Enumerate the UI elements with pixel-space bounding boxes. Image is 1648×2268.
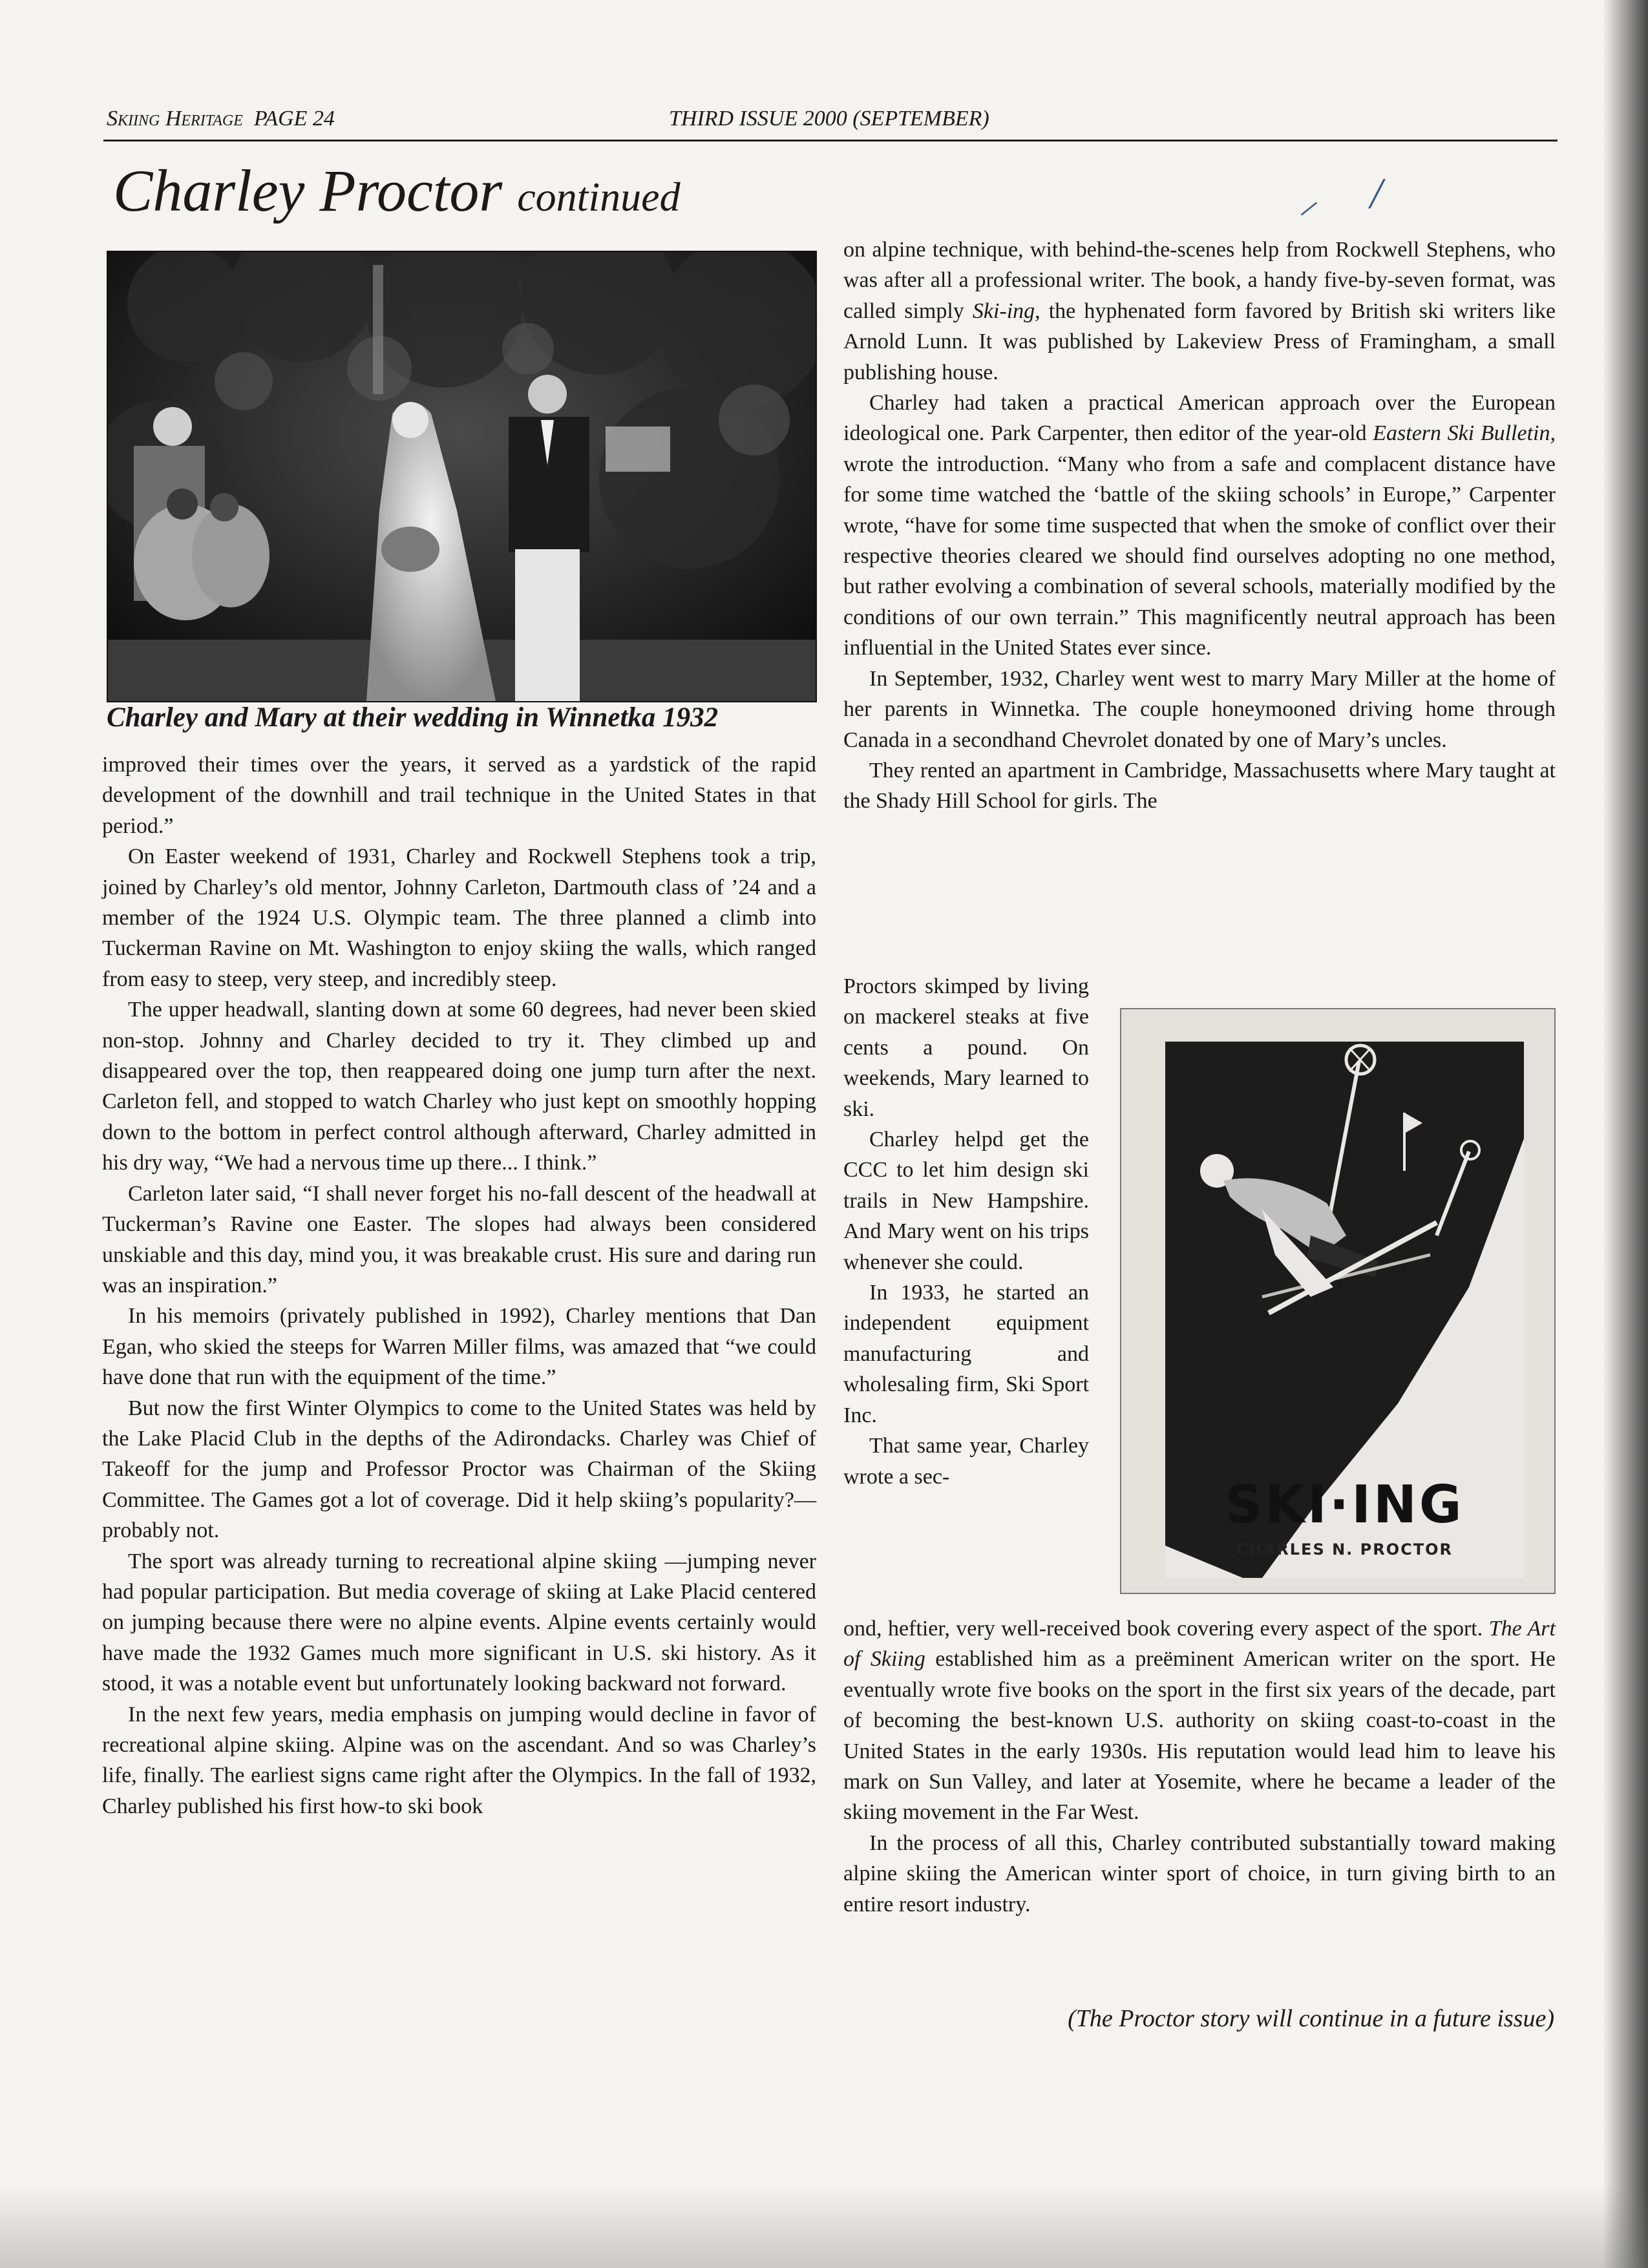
text-run: , the hyphenated form favored by British ski writers like Arnold Lunn. It was published by Lakeview Press of Framingham, a small publishing house. bbox=[843, 299, 1556, 384]
wedding-photo-image bbox=[108, 252, 816, 701]
paragraph: improved their times over the years, it served as a yardstick of the rapid development of the downhill and trail technique in the United States in that period.” bbox=[102, 753, 816, 838]
pen-mark: ⸝ bbox=[1299, 181, 1317, 221]
paragraph: In the process of all this, Charley contributed substantially toward making alpine skiing the American winter sport of choice, in turn giving birth to an entire resort industry. bbox=[843, 1831, 1556, 1916]
paragraph: That same year, Charley wrote a sec- bbox=[843, 1434, 1089, 1489]
wedding-photo bbox=[107, 251, 817, 702]
paragraph: But now the first Winter Olympics to come to the United States was held by the Lake Placid Club in the depths of the Adirondacks. Charley was Chief of Takeoff for the jump and Professor Proctor was Chairman of the Skiing Committee. The Games got a lot of coverage. Did it help skiing’s popularity?—probably not. bbox=[102, 1396, 816, 1543]
page-title bbox=[113, 155, 681, 233]
left-column bbox=[102, 750, 816, 2042]
paragraph bbox=[843, 388, 1556, 664]
running-header bbox=[107, 107, 1554, 140]
continuation-note: (The Proctor story will continue in a future issue) bbox=[1068, 2005, 1554, 2032]
publication-name: Skiing Heritage bbox=[107, 107, 243, 131]
right-column-narrow bbox=[843, 971, 1089, 1617]
right-column-bottom bbox=[843, 1613, 1556, 2033]
pen-mark: / bbox=[1370, 169, 1382, 218]
page-bottom-shadow bbox=[0, 2184, 1648, 2268]
header-publication bbox=[107, 107, 335, 131]
book-cover-title: SKI·ING bbox=[1225, 1475, 1464, 1535]
text-run: ond, heftier, very well-received book covering every aspect of the sport. bbox=[843, 1617, 1489, 1641]
text-run: established him as a preëminent American writer on the sport. He eventually wrote five books on the sport in the first six years of the decade, part of becoming the best-known U.S. authority on skiing coast-to-coast in the United States in the early 1930s. His reputation would lead him to leave his mark on Sun Valley, and later at Yosemite, where he became a leader of the skiing movement in the Far West. bbox=[843, 1647, 1556, 1825]
paragraph: Charley helpd get the CCC to let him design ski trails in New Hampshire. And Mary went on his trips whenever she could. bbox=[843, 1128, 1089, 1274]
book-cover-author: CHARLES N. PROCTOR bbox=[1236, 1540, 1453, 1559]
right-column-top bbox=[843, 235, 1556, 984]
paragraph: In the next few years, media emphasis on jumping would decline in favor of recreational alpine skiing. Alpine was on the ascendant. And so was Charley’s life, finally. The earliest signs came right after the Olympics. In the fall of 1932, Charley published his first how-to ski book bbox=[102, 1702, 816, 1818]
page-number: PAGE 24 bbox=[253, 107, 335, 131]
paragraph: Proctors skimped by living on mackerel steaks at five cents a pound. On weekends, Mary learned to ski. bbox=[843, 974, 1089, 1121]
paragraph: The upper headwall, slanting down at some 60 degrees, had never been skied non-stop. Johnny and Charley decided to try it. They climbed up and disappeared over the top, then reappeared doing one jump turn after the next. Carleton fell, and stopped to watch Charley who just kept on smoothly hopping down to the bottom in perfect control although afterward, Charley admitted in his dry way, “We had a nervous time up there... I think.” bbox=[102, 998, 816, 1175]
text-run: on alpine technique, with behind-the-scenes help from Rockwell Stephens, who was after all a professional writer. The book, a handy five-by-seven format, was called simply bbox=[843, 238, 1556, 323]
title-suffix: continued bbox=[517, 174, 681, 220]
paragraph bbox=[843, 235, 1556, 388]
paragraph: In his memoirs (privately published in 1992), Charley mentions that Dan Egan, who skied the steeps for Warren Miller films, was amazed that “we could have done that run with the equipment of the time.” bbox=[102, 1304, 816, 1390]
paragraph: Carleton later said, “I shall never forget his no-fall descent of the headwall at Tuckerman’s Ravine one Easter. The slopes had always been considered unskiable and this day, mind you, it was breakable crust. His sure and daring run was an inspiration.” bbox=[102, 1181, 816, 1297]
text-run: wrote the introduction. “Many who from a safe and complacent distance have for some time watched the ‘battle of the skiing schools’ in Europe,” Carpenter wrote, “have for some time suspected that when the smoke of conflict over their respective theories cleared we should find ourselves adopting no one method, but rather evolving a combination of several schools, materially modified by the conditions of our own terrain.” This magnificently neutral approach has been influential in the United States ever since. bbox=[843, 452, 1556, 660]
paragraph: On Easter weekend of 1931, Charley and Rockwell Stephens took a trip, joined by Charley’s old mentor, Johnny Carleton, Dartmouth class of ’24 and a member of the 1924 U.S. Olympic team. The three planned a climb into Tuckerman Ravine on Mt. Washington to enjoy skiing the walls, which ranged from easy to steep, very steep, and incredibly steep. bbox=[102, 845, 816, 991]
page-edge-shadow bbox=[1603, 0, 1648, 2268]
paragraph: In 1933, he started an independent equipment manufacturing and wholesaling firm, Ski Sport Inc. bbox=[843, 1281, 1089, 1427]
book-cover bbox=[1165, 1042, 1524, 1578]
paragraph: In September, 1932, Charley went west to marry Mary Miller at the home of her parents in Winnetka. The couple honeymooned driving home through Canada in a secondhand Chevrolet donated by one of Mary’s uncles. bbox=[843, 666, 1556, 752]
title-main: Charley Proctor bbox=[113, 158, 503, 224]
photo-caption: Charley and Mary at their wedding in Winnetka 1932 bbox=[107, 702, 719, 733]
paragraph: They rented an apartment in Cambridge, Massachusetts where Mary taught at the Shady Hill School for girls. The bbox=[843, 758, 1556, 814]
text-run: Charley had taken a practical American approach over the European ideological one. Park Carpenter, then editor of the year-old bbox=[843, 391, 1556, 446]
book-title-art-of-skiing: The Art of Skiing bbox=[843, 1617, 1556, 1672]
header-rule bbox=[103, 140, 1558, 142]
publication-title: Eastern Ski Bulletin, bbox=[1373, 421, 1556, 446]
book-title-ski-ing: Ski-ing bbox=[972, 299, 1035, 323]
header-issue: THIRD ISSUE 2000 (SEPTEMBER) bbox=[669, 107, 989, 131]
paragraph bbox=[843, 1613, 1556, 1828]
paragraph: The sport was already turning to recreational alpine skiing —jumping never had popular participation. But media coverage of skiing at Lake Placid centered on jumping because there were no alpine events. Alpine events certainly would have made the 1932 Games much more significant in U.S. ski history. As it stood, it was a notable event but unfortunately looking backward not forward. bbox=[102, 1549, 816, 1696]
